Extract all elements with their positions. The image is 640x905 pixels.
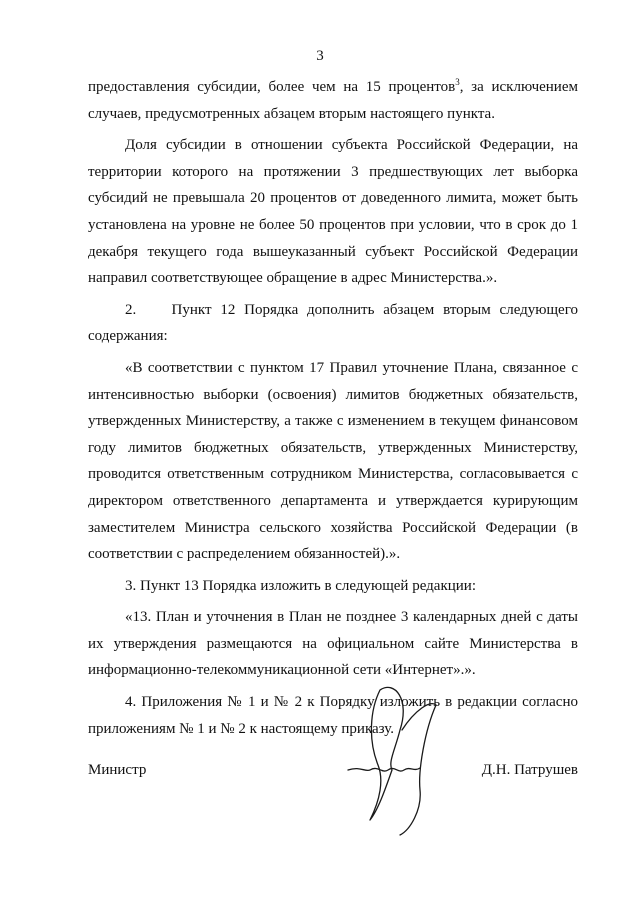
page-number: 3: [316, 48, 324, 64]
paragraph-6: «13. План и уточнения в План не позднее 3 календарных дней с даты их утверждения размещаются на официальном сайте Министерства в информационно-телекоммуникационной сети «Интернет».».: [88, 609, 578, 679]
paragraph-5: 3. Пункт 13 Порядка изложить в следующей редакции:: [125, 577, 476, 594]
signatory-position: Министр: [88, 762, 147, 778]
signatory-name: Д.Н. Патрушев: [481, 762, 578, 778]
handwritten-signature: [340, 670, 450, 840]
paragraph-4: «В соответствии с пунктом 17 Правил уточнение Плана, связанное с интенсивностью выборки (освоения) лимитов бюджетных обязательств, утвержденных Министерству, а также с изменением в текущем финансовом году лимитов бюджетных обязательств, утвержденных Министерству, проводится ответственным сотрудником Министерства, согласовывается с директором ответственного департамента и утверждается курирующим заместителем Министра сельского хозяйства Российской Федерации (в соответствии с распределением обязанностей).».: [88, 359, 578, 563]
paragraph-2: Доля субсидии в отношении субъекта Российской Федерации, на территории которого на протяжении 3 предшествующих лет выборка субсидий не превышала 20 процентов от доведенного лимита, может быть установлена на уровне не более 50 процентов при условии, что в срок до 1 декабря текущего года вышеуказанный субъект Российской Федерации направил соответствующее обращение в адрес Министерства.».: [88, 137, 578, 287]
footnote-ref: 3: [455, 77, 460, 87]
paragraph-7: 4. Приложения № 1 и № 2 к Порядку изложить в редакции согласно приложениям № 1 и № 2 к настоящему приказу.: [88, 694, 578, 737]
paragraph-3: 2. Пункт 12 Порядка дополнить абзацем вторым следующего содержания:: [88, 301, 578, 345]
document-body: [88, 74, 578, 742]
paragraph-1: предоставления субсидии, более чем на 15 процентов$^3$, за исключением случаев, предусмотренных абзацем вторым настоящего пункта.: [88, 77, 578, 122]
